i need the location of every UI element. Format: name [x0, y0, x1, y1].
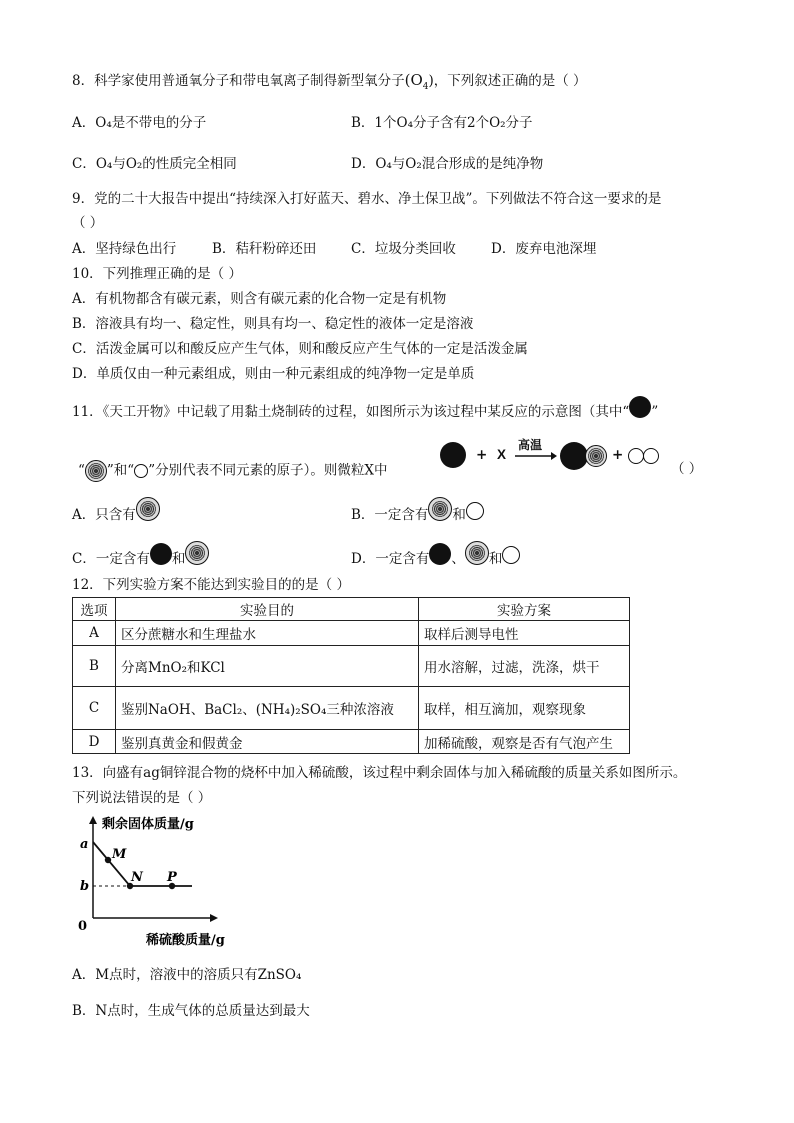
table-row: [73, 730, 630, 754]
option-text: 垃圾分类回收: [374, 241, 456, 257]
q13-stem-line1: 13．向盛有ag铜锌混合物的烧杯中加入稀硫酸，该过程中剩余固体与加入稀硫酸的质量关系如图所示。: [72, 765, 687, 781]
q13-option-b[interactable]: [72, 1002, 310, 1020]
q10-stem: 10．下列推理正确的是（ ）: [72, 266, 242, 282]
option-label: C．: [351, 241, 375, 257]
and-text: 和: [452, 507, 466, 523]
q8-formula-text: (O: [404, 71, 423, 89]
option-label: D．: [351, 551, 376, 567]
cell-option: D: [73, 730, 116, 754]
q11-option-b[interactable]: [351, 506, 484, 524]
black-atom-icon: [629, 396, 651, 418]
q11-stem-line1: [72, 403, 658, 421]
table-row: [73, 687, 630, 730]
option-text: 一定含有: [375, 551, 430, 567]
option-label: A．: [72, 241, 96, 257]
graph-label-p: P: [167, 870, 177, 885]
separator-text: 、: [451, 551, 465, 567]
cell-option: C: [73, 687, 116, 730]
q10-option-b[interactable]: [72, 315, 473, 333]
q11-reaction-diagram: [440, 440, 670, 474]
cell-purpose: 分离MnO₂和KCl: [116, 646, 419, 687]
option-text: 一定含有: [374, 507, 429, 523]
q8-option-a[interactable]: [72, 114, 206, 132]
cell-option: B: [73, 646, 116, 687]
header-purpose: 实验目的: [116, 598, 419, 621]
q10-option-a[interactable]: [72, 290, 446, 308]
graph-label-n: N: [131, 870, 143, 885]
q11-option-a[interactable]: [72, 506, 160, 524]
particle-x: X: [497, 447, 507, 462]
gray-atom-icon: [136, 497, 160, 521]
q9-option-b[interactable]: [212, 240, 316, 258]
q8-option-b[interactable]: [351, 114, 533, 132]
q9-option-d[interactable]: [491, 240, 596, 258]
header-plan: 实验方案: [419, 598, 630, 621]
gray-atom-icon: [428, 497, 452, 521]
q11-stem-line2: [78, 460, 387, 482]
option-text: 只含有: [95, 507, 136, 523]
white-atom-icon: [134, 464, 148, 478]
graph-origin: 0: [78, 919, 88, 934]
option-text: 溶液具有均一、稳定性，则具有均一、稳定性的液体一定是溶液: [95, 316, 474, 332]
option-label: B．: [212, 241, 236, 257]
q10-option-c[interactable]: [72, 340, 528, 358]
option-label: A．: [72, 115, 96, 131]
option-text: 单质仅由一种元素组成，则由一种元素组成的纯净物一定是单质: [96, 366, 475, 382]
table-header-row: [73, 598, 630, 621]
option-text: N点时，生成气体的总质量达到最大: [95, 1003, 310, 1019]
option-label: B．: [351, 507, 375, 523]
q8-stem: [72, 71, 587, 96]
cell-purpose: 鉴别真黄金和假黄金: [116, 730, 419, 754]
black-atom-icon: [150, 543, 172, 565]
gray-atom-icon: [85, 460, 107, 482]
q11-answer-paren: （ ）: [671, 461, 703, 477]
gray-atom-icon: [185, 541, 209, 565]
option-label: A．: [72, 507, 96, 523]
q10-option-d[interactable]: [72, 365, 474, 383]
option-label: B．: [72, 1003, 96, 1019]
option-text: 一定含有: [95, 551, 150, 567]
q13-mass-graph: [72, 808, 242, 950]
cell-plan: 加稀硫酸，观察是否有气泡产生: [419, 730, 630, 754]
cell-plan: 用水溶解，过滤，洗涤，烘干: [419, 646, 630, 687]
q9-answer-paren: （ ）: [72, 215, 104, 231]
q11-option-d[interactable]: [351, 550, 520, 568]
q8-formula: [404, 71, 429, 92]
q8-option-c[interactable]: [72, 155, 237, 173]
cell-option: A: [73, 621, 116, 646]
option-label: C．: [72, 341, 96, 357]
quote-open: “: [78, 462, 85, 479]
cell-purpose: 鉴别NaOH、BaCl₂、(NH₄)₂SO₄三种浓溶液: [116, 687, 419, 730]
option-text: 废弃电池深埋: [515, 241, 597, 257]
white-atom-icon: [643, 448, 659, 464]
q11-option-c[interactable]: [72, 550, 209, 568]
option-label: D．: [491, 241, 516, 257]
table-row: [73, 646, 630, 687]
q8-stem-text: 8．科学家使用普通氧分子和带电氧离子制得新型氧分子: [72, 73, 405, 89]
option-text: O₄与O₂混合形成的是纯净物: [375, 156, 544, 172]
and-text: 和: [488, 551, 503, 567]
q12-experiment-table: [72, 597, 630, 754]
graph-x-arrow: [210, 914, 218, 922]
arrow-icon: [515, 452, 557, 460]
header-option: 选项: [73, 598, 116, 621]
black-atom-icon: [560, 442, 588, 470]
white-atom-icon: [502, 546, 520, 564]
gray-atom-icon: [585, 445, 607, 467]
option-text: 有机物都含有碳元素，则含有碳元素的化合物一定是有机物: [95, 291, 447, 307]
graph-label-a: a: [80, 837, 89, 852]
option-label: D．: [72, 366, 97, 382]
option-label: B．: [351, 115, 375, 131]
option-text: 活泼金属可以和酸反应产生气体，则和酸反应产生气体的一定是活泼金属: [95, 341, 528, 357]
q9-option-c[interactable]: [351, 240, 456, 258]
q11-stem-text: 11．《天工开物》中记载了用黏土烧制砖的过程，如图所示为该过程中某反应的示意图（其中“: [72, 404, 630, 420]
graph-y-arrow: [89, 816, 97, 824]
option-text: 坚持绿色出行: [95, 241, 177, 257]
black-atom-icon: [429, 543, 451, 565]
option-text: 秸秆粉碎还田: [235, 241, 317, 257]
q13-option-a[interactable]: [72, 966, 301, 984]
white-atom-icon: [628, 448, 644, 464]
black-atom-icon: [440, 442, 466, 468]
plus-sign: +: [612, 447, 624, 463]
option-label: A．: [72, 291, 96, 307]
q11-stem-quote: ”: [651, 404, 659, 420]
option-label: C．: [72, 551, 96, 567]
q8-option-d[interactable]: [351, 155, 543, 173]
quote-and: ”和“: [106, 462, 135, 479]
option-text: O₄是不带电的分子: [95, 115, 207, 131]
option-label: C．: [72, 156, 96, 172]
q13-stem-line2: 下列说法错误的是（ ）: [72, 790, 212, 806]
gray-atom-icon: [465, 541, 489, 565]
option-text: O₄与O₂的性质完全相同: [95, 156, 237, 172]
cell-purpose: 区分蔗糖水和生理盐水: [116, 621, 419, 646]
q8-formula-sub: 4: [422, 82, 429, 92]
q11-stem-text2: ”分别代表不同元素的原子）。则微粒X中: [148, 462, 388, 479]
option-label: A．: [72, 967, 96, 983]
option-text: M点时，溶液中的溶质只有ZnSO₄: [95, 967, 302, 983]
white-atom-icon: [466, 502, 484, 520]
and-text: 和: [171, 551, 186, 567]
q9-stem: 9．党的二十大报告中提出“持续深入打好蓝天、碧水、净土保卫战”。下列做法不符合这一要求的是: [72, 191, 662, 207]
option-label: B．: [72, 316, 96, 332]
reaction-condition: 高温: [518, 438, 543, 452]
option-label: D．: [351, 156, 376, 172]
q12-stem: 12．下列实验方案不能达到实验目的的是（ ）: [72, 577, 350, 593]
graph-label-m: M: [112, 847, 127, 862]
graph-xlabel: 稀硫酸质量/g: [146, 933, 225, 948]
q9-option-a[interactable]: [72, 240, 176, 258]
plus-sign: +: [476, 447, 488, 463]
table-row: [73, 621, 630, 646]
graph-point-m: [105, 857, 111, 863]
cell-plan: 取样后测导电性: [419, 621, 630, 646]
cell-plan: 取样，相互滴加，观察现象: [419, 687, 630, 730]
graph-label-b: b: [80, 879, 90, 894]
option-text: 1个O₄分子含有2个O₂分子: [374, 115, 533, 131]
q8-stem-end: )，下列叙述正确的是（ ）: [428, 73, 587, 89]
graph-ylabel: 剩余固体质量/g: [102, 817, 194, 832]
